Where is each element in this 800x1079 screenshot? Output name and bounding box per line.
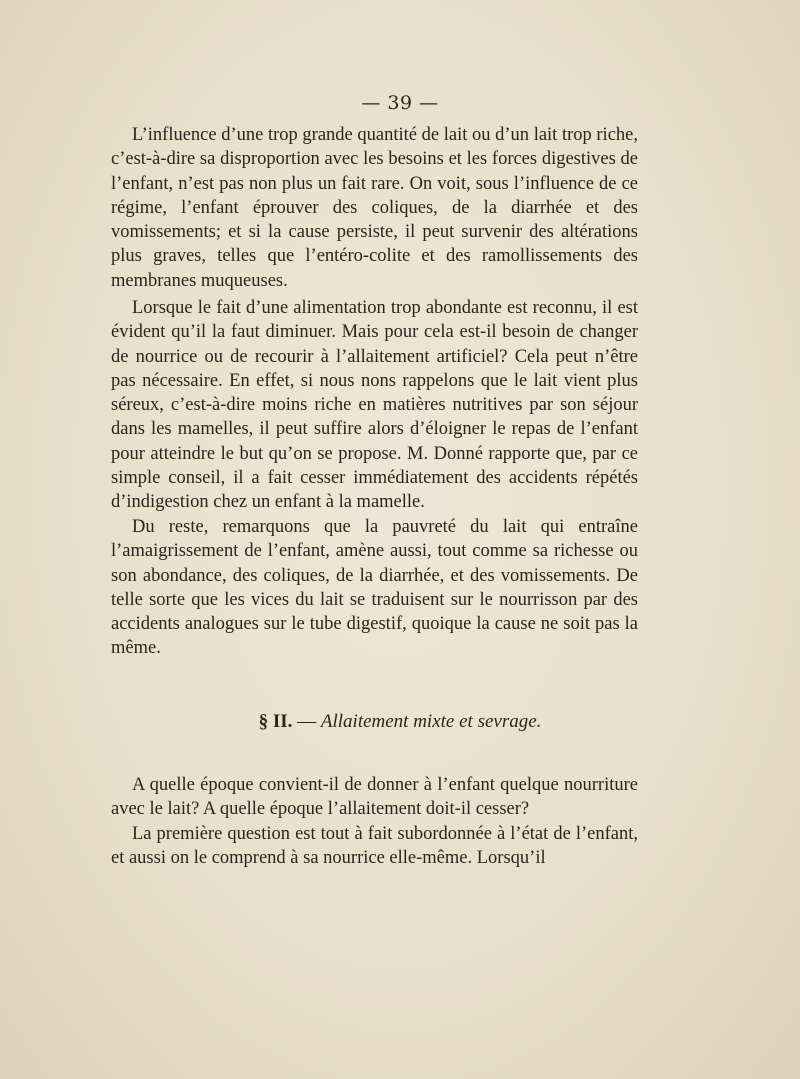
paragraph-1 [111,123,638,293]
paragraph-text: La première question est tout à fait subordonnée à l’état de l’enfant, et aussi on le comprend à sa nourrice elle-même. Lorsqu’il [111,824,638,869]
paragraph-4 [111,773,638,822]
paragraph-text: Du reste, remarquons que la pauvreté du lait qui entraîne l’amaigrissement de l’enfant, amène aussi, tout comme sa richesse ou son abondance, des coliques, de la diarrhée, et des vomissements. De telle sorte que les vices du lait se traduisent sur le nourrisson par des accidents analogues sur le tube digestif, quoique la cause ne soit pas la même. [111,517,638,659]
page-number: — 39 — [361,92,439,114]
paragraph-5 [111,822,638,871]
paragraph-text: A quelle époque convient-il de donner à l’enfant quelque nourriture avec le lait? A quelle époque l’allaitement doit-il cesser? [111,775,638,820]
section-symbol: § II. [258,711,293,732]
paragraph-text: Lorsque le fait d’une alimentation trop abondante est reconnu, il est évident qu’il la faut diminuer. Mais pour cela est-il besoin de changer de nourrice ou de recourir à l’allaitement artificiel? Cela peut n’être pas nécessaire. En effet, si nous nons rappelons que le lait vient plus séreux, c’est-à-dire moins riche en matières nutritives par son séjour dans les mamelles, il peut suffire alors d’éloigner le repas de l’enfant pour atteindre le but qu’on se propose. M. Donné rapporte que, par ce simple conseil, il a fait cesser immédiatement des accidents répétés d’indigestion chez un enfant à la mamelle. [111,298,638,513]
paragraph-2 [111,296,638,515]
section-title: Allaitement mixte et sevrage. [320,711,542,732]
paragraph-text: L’influence d’une trop grande quantité de lait ou d’un lait trop riche, c’est-à-dire sa disproportion avec les besoins et les forces digestives de l’enfant, n’est pas non plus un fait rare. On voit, sous l’influence de ce régime, l’enfant éprouver des coliques, de la diarrhée et des vomissements; et si la cause persiste, il peut survenir des altérations plus graves, telles que l’entéro-colite et des ramollissements des membranes muqueuses. [111,125,638,291]
paragraph-3 [111,515,638,661]
section-dash: — [292,711,321,732]
section-heading [0,711,800,733]
